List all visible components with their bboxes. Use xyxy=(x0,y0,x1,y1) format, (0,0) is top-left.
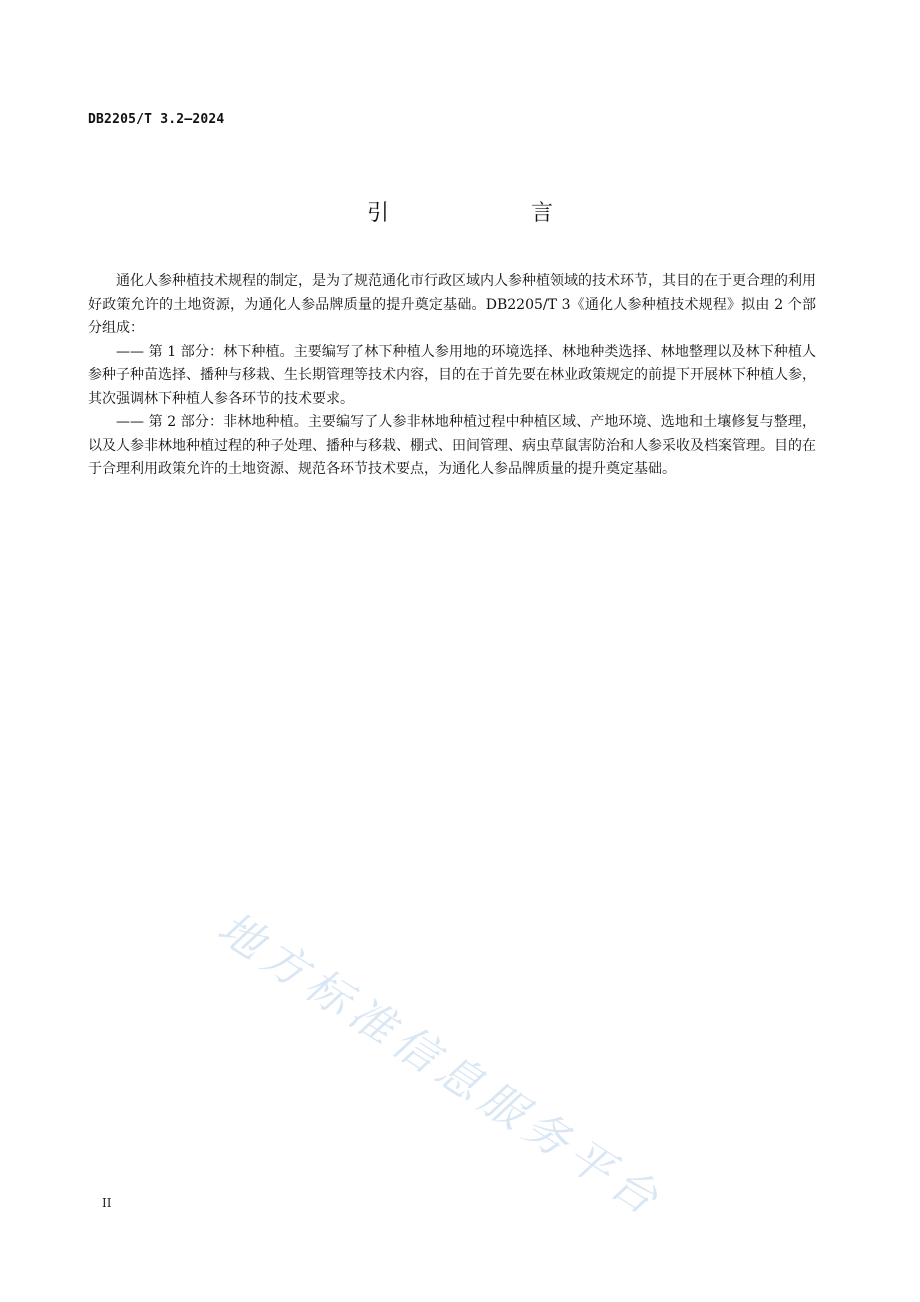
standard-code: DB2205/T 3.2—2024 xyxy=(88,112,225,127)
part-2-item: —— 第 2 部分：非林地种植。主要编写了人参非林地种植过程中种植区域、产地环境、选地和土壤修复与整理，以及人参非林地种植过程的种子处理、播种与移栽、棚式、田间管理、病虫草鼠害防治和人参采收及档案管理。目的在于合理利用政策允许的土地资源、规范各环节技术要点，为通化人参品牌质量的提升奠定基础。 xyxy=(88,414,816,477)
introduction-body xyxy=(88,270,816,482)
page-number: II xyxy=(102,1196,112,1210)
watermark: 地方标准信息服务平台 xyxy=(208,902,673,1229)
part-1-item: —— 第 1 部分：林下种植。主要编写了林下种植人参用地的环境选择、林地种类选择、林地整理以及林下种植人参种子种苗选择、播种与移栽、生长期管理等技术内容，目的在于首先要在林业政策规定的前提下开展林下种植人参，其次强调林下种植人参各环节的技术要求。 xyxy=(88,343,816,407)
section-title: 引 言 xyxy=(366,201,613,226)
intro-paragraph: 通化人参种植技术规程的制定，是为了规范通化市行政区域内人参种植领域的技术环节，其目的在于更合理的利用好政策允许的土地资源，为通化人参品牌质量的提升奠定基础。DB2205/T 3《通化人参种植技术规程》拟由 2 个部分组成： xyxy=(88,273,816,336)
